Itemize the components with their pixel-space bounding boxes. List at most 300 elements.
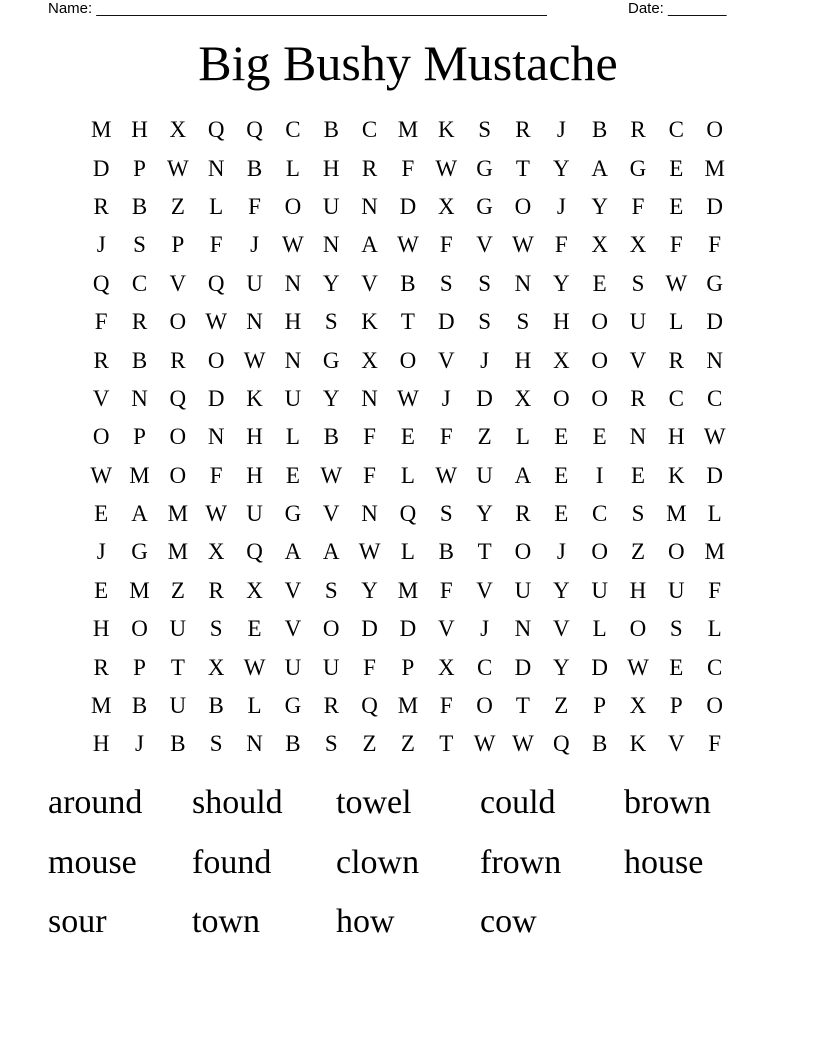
grid-row [82,303,734,341]
grid-letter: Q [207,117,225,143]
grid-letter: J [135,731,144,757]
grid-letter: R [630,385,646,411]
grid-letter: K [361,309,378,335]
grid-letter: D [399,616,417,642]
grid-letter: O [668,539,685,565]
grid-letter: O [131,616,148,642]
grid-letter: L [247,693,262,719]
grid-letter: N [131,385,148,411]
grid-letter: N [322,232,340,258]
grid-letter: Z [362,731,377,757]
grid-row [82,533,734,571]
grid-letter: X [629,693,647,719]
grid-letter: N [207,424,225,450]
grid-letter: Y [322,385,340,411]
grid-letter: E [592,270,607,296]
grid-letter: N [629,424,647,450]
grid-letter: E [669,155,684,181]
grid-letter: X [246,577,263,603]
grid-letter: O [169,462,187,488]
grid-row [82,265,734,303]
grid-letter: W [512,232,534,258]
grid-letter: N [514,616,532,642]
grid-letter: U [169,693,187,719]
grid-letter: H [246,462,263,488]
grid-letter: N [207,155,225,181]
grid-letter: R [515,117,531,143]
grid-row [82,341,734,379]
grid-letter: O [706,693,723,719]
grid-letter: M [397,577,419,603]
grid-letter: Q [361,693,378,719]
word-bank-item: house [624,843,704,881]
grid-letter: F [439,232,453,258]
grid-letter: G [131,539,148,565]
grid-letter: Z [170,193,185,219]
grid-letter: D [399,193,417,219]
grid-letter: O [169,309,187,335]
grid-row [82,457,734,495]
grid-row [82,687,734,725]
grid-letter: H [514,347,532,373]
word-bank-row [48,892,768,952]
grid-letter: B [208,693,224,719]
grid-letter: F [631,193,645,219]
grid-letter: W [243,654,266,680]
grid-letter: E [554,462,569,488]
grid-letter: Y [591,193,608,219]
grid-letter: B [246,155,263,181]
grid-letter: C [707,654,723,680]
grid-letter: G [706,270,723,296]
grid-letter: W [205,309,228,335]
grid-letter: C [668,117,684,143]
grid-letter: W [320,462,343,488]
grid-letter: P [171,232,185,258]
grid-letter: D [514,654,532,680]
grid-letter: D [476,385,493,411]
grid-letter: N [361,385,378,411]
grid-letter: F [209,462,223,488]
grid-letter: E [247,616,262,642]
grid-letter: H [92,731,110,757]
word-bank-item: brown [624,784,711,822]
grid-letter: W [473,731,496,757]
grid-letter: W [205,501,228,527]
grid-letter: A [591,155,608,181]
grid-letter: S [439,270,453,296]
grid-letter: U [284,385,302,411]
grid-letter: W [512,731,534,757]
grid-letter: B [131,347,148,373]
grid-letter: V [476,232,493,258]
grid-letter: S [631,270,645,296]
grid-letter: T [400,309,415,335]
grid-letter: S [478,117,491,143]
word-bank-item: frown [480,843,562,881]
grid-letter: U [591,577,608,603]
grid-letter: C [476,654,493,680]
word-bank [48,773,768,952]
grid-letter: K [629,731,647,757]
grid-letter: F [363,654,376,680]
grid-letter: O [552,385,570,411]
grid-letter: F [94,309,108,335]
grid-letter: E [592,424,607,450]
grid-letter: Y [552,270,570,296]
grid-letter: X [552,347,570,373]
grid-letter: W [90,462,113,488]
grid-letter: H [92,616,110,642]
grid-letter: E [554,501,569,527]
grid-letter: A [131,501,148,527]
grid-letter: F [708,577,722,603]
page-title: Big Bushy Mustache [198,35,618,91]
word-bank-item: clown [336,843,420,881]
grid-row [82,725,734,763]
grid-letter: X [169,117,187,143]
grid-letter: L [285,424,300,450]
grid-letter: R [208,577,224,603]
grid-letter: J [556,193,566,219]
grid-letter: D [437,309,455,335]
grid-letter: F [401,155,415,181]
grid-letter: D [706,462,723,488]
grid-letter: L [592,616,607,642]
grid-row [82,380,734,418]
grid-letter: F [209,232,223,258]
grid-letter: Y [552,155,570,181]
grid-letter: L [707,616,722,642]
grid-letter: Y [361,577,378,603]
grid-letter: D [706,193,723,219]
grid-letter: P [133,155,146,181]
grid-letter: U [246,501,263,527]
grid-letter: G [284,501,302,527]
grid-letter: F [439,693,453,719]
grid-letter: Z [170,577,185,603]
grid-letter: C [131,270,148,296]
grid-letter: E [669,654,684,680]
grid-letter: N [284,347,302,373]
grid-letter: Y [476,501,493,527]
grid-letter: M [397,693,419,719]
grid-letter: X [629,232,647,258]
grid-letter: D [92,155,110,181]
word-bank-item: how [336,903,395,941]
grid-letter: U [246,270,263,296]
grid-letter: O [207,347,225,373]
grid-letter: J [480,347,490,373]
grid-letter: T [170,654,185,680]
grid-letter: S [631,501,645,527]
grid-letter: U [476,462,493,488]
grid-row [82,149,734,187]
word-bank-row [48,833,768,893]
grid-letter: E [554,424,569,450]
grid-letter: V [629,347,647,373]
grid-letter: U [322,193,340,219]
grid-letter: N [284,270,302,296]
grid-letter: B [400,270,416,296]
grid-letter: U [169,616,187,642]
grid-letter: F [708,731,722,757]
grid-letter: V [322,501,340,527]
grid-letter: L [669,309,684,335]
grid-letter: X [514,385,532,411]
grid-row [82,188,734,226]
grid-letter: F [708,232,722,258]
grid-letter: Q [207,270,225,296]
grid-letter: O [514,193,532,219]
grid-letter: V [284,616,302,642]
grid-letter: D [361,616,378,642]
grid-letter: J [96,232,106,258]
grid-letter: Q [246,117,263,143]
grid-letter: F [554,232,568,258]
grid-letter: O [169,424,187,450]
grid-letter: O [514,539,532,565]
grid-letter: A [322,539,340,565]
grid-letter: X [207,539,225,565]
word-bank-item: towel [336,784,412,822]
grid-letter: O [284,193,302,219]
grid-letter: Z [630,539,646,565]
grid-letter: J [441,385,451,411]
grid-letter: U [668,577,685,603]
grid-letter: A [284,539,302,565]
grid-letter: P [401,654,415,680]
grid-letter: G [476,193,493,219]
grid-letter: R [93,347,109,373]
grid-letter: D [591,654,608,680]
word-bank-item: could [480,784,556,822]
grid-letter: O [476,693,493,719]
word-bank-item: town [192,903,260,941]
grid-letter: T [439,731,454,757]
grid-letter: S [478,270,491,296]
grid-letter: E [94,501,109,527]
grid-row [82,648,734,686]
grid-letter: B [323,117,339,143]
grid-letter: H [246,424,263,450]
grid-letter: V [284,577,302,603]
grid-letter: X [207,654,225,680]
grid-letter: V [476,577,493,603]
grid-letter: V [552,616,570,642]
grid-letter: O [706,117,723,143]
grid-letter: M [666,501,687,527]
grid-letter: M [397,117,419,143]
grid-letter: J [556,539,566,565]
grid-letter: K [437,117,455,143]
grid-letter: S [133,232,146,258]
grid-letter: L [209,193,224,219]
grid-letter: B [323,424,339,450]
grid-letter: C [361,117,378,143]
grid-letter: C [707,385,723,411]
grid-letter: R [93,193,109,219]
grid-letter: O [629,616,647,642]
grid-letter: J [250,232,260,258]
grid-letter: L [515,424,530,450]
grid-letter: O [591,385,608,411]
grid-letter: R [361,155,378,181]
grid-letter: R [630,117,646,143]
grid-letter: O [92,424,110,450]
grid-letter: W [435,462,458,488]
grid-letter: S [516,309,530,335]
grid-letter: M [167,501,189,527]
word-bank-row [48,773,768,833]
grid-letter: X [437,654,455,680]
grid-letter: V [437,347,455,373]
grid-row [82,610,734,648]
grid-letter: H [629,577,647,603]
grid-letter: S [669,616,683,642]
grid-letter: H [552,309,570,335]
grid-letter: E [630,462,646,488]
grid-letter: G [629,155,647,181]
date-field-label: Date: _______ [628,0,727,17]
grid-letter: X [437,193,455,219]
grid-row [82,226,734,264]
grid-letter: S [439,501,453,527]
worksheet-header [48,0,748,18]
grid-letter: Z [400,731,415,757]
word-bank-item: should [192,784,283,822]
grid-letter: S [478,309,491,335]
grid-letter: B [591,117,608,143]
word-bank-item: mouse [48,843,137,881]
grid-letter: W [703,424,726,450]
grid-letter: Q [399,501,417,527]
grid-letter: G [476,155,493,181]
grid-letter: O [591,539,608,565]
grid-row [82,111,734,149]
grid-letter: W [397,385,419,411]
grid-letter: W [358,539,381,565]
grid-letter: F [363,424,376,450]
grid-letter: V [437,616,455,642]
grid-letter: H [284,309,302,335]
grid-letter: W [282,232,304,258]
grid-letter: O [322,616,340,642]
grid-letter: N [361,193,378,219]
grid-letter: J [96,539,106,565]
grid-letter: L [400,462,415,488]
word-bank-item: sour [48,903,107,941]
grid-letter: M [90,693,112,719]
grid-letter: F [439,577,453,603]
grid-letter: P [669,693,683,719]
grid-letter: F [439,424,453,450]
grid-letter: T [477,539,492,565]
grid-letter: B [131,193,148,219]
grid-letter: U [284,654,302,680]
letter-grid [82,111,734,764]
grid-letter: L [707,501,722,527]
grid-letter: S [324,309,338,335]
grid-letter: V [361,270,378,296]
grid-letter: J [480,616,490,642]
grid-letter: V [668,731,685,757]
grid-row [82,495,734,533]
grid-letter: R [323,693,339,719]
grid-letter: B [285,731,301,757]
grid-letter: F [363,462,376,488]
grid-letter: Q [169,385,187,411]
grid-letter: S [324,577,338,603]
grid-letter: E [400,424,415,450]
grid-letter: H [322,155,340,181]
grid-letter: O [591,309,608,335]
grid-letter: M [704,539,725,565]
grid-letter: N [361,501,378,527]
grid-letter: U [322,654,340,680]
grid-letter: X [361,347,378,373]
grid-letter: Q [92,270,110,296]
grid-letter: N [706,347,723,373]
grid-letter: D [207,385,225,411]
grid-letter: X [591,232,608,258]
grid-letter: P [593,693,607,719]
grid-row [82,418,734,456]
grid-letter: E [669,193,684,219]
grid-letter: L [400,539,415,565]
grid-letter: E [94,577,109,603]
grid-letter: K [668,462,685,488]
grid-letter: E [285,462,300,488]
grid-row [82,572,734,610]
grid-letter: N [514,270,532,296]
grid-letter: O [399,347,417,373]
grid-letter: S [209,731,223,757]
grid-letter: W [167,155,189,181]
grid-letter: O [591,347,608,373]
word-bank-item: around [48,784,143,822]
grid-letter: W [397,232,419,258]
grid-letter: T [515,155,530,181]
grid-letter: F [669,232,683,258]
grid-letter: Y [552,577,570,603]
grid-letter: A [361,232,378,258]
grid-letter: B [170,731,186,757]
grid-letter: H [131,117,148,143]
name-field-label: Name: ______________________________________________________ [48,0,547,17]
grid-letter: R [515,501,531,527]
grid-letter: S [324,731,338,757]
grid-letter: Q [552,731,570,757]
grid-letter: W [243,347,266,373]
grid-letter: R [668,347,684,373]
grid-letter: K [246,385,263,411]
grid-letter: M [704,155,725,181]
word-bank-item: found [192,843,272,881]
grid-letter: A [514,462,532,488]
grid-letter: T [515,693,530,719]
grid-letter: P [133,654,146,680]
grid-letter: M [129,577,150,603]
grid-letter: B [438,539,454,565]
grid-letter: N [246,731,263,757]
grid-letter: L [285,155,300,181]
grid-letter: I [595,462,604,488]
grid-letter: C [591,501,608,527]
grid-letter: J [556,117,566,143]
grid-letter: U [629,309,647,335]
grid-letter: N [246,309,263,335]
